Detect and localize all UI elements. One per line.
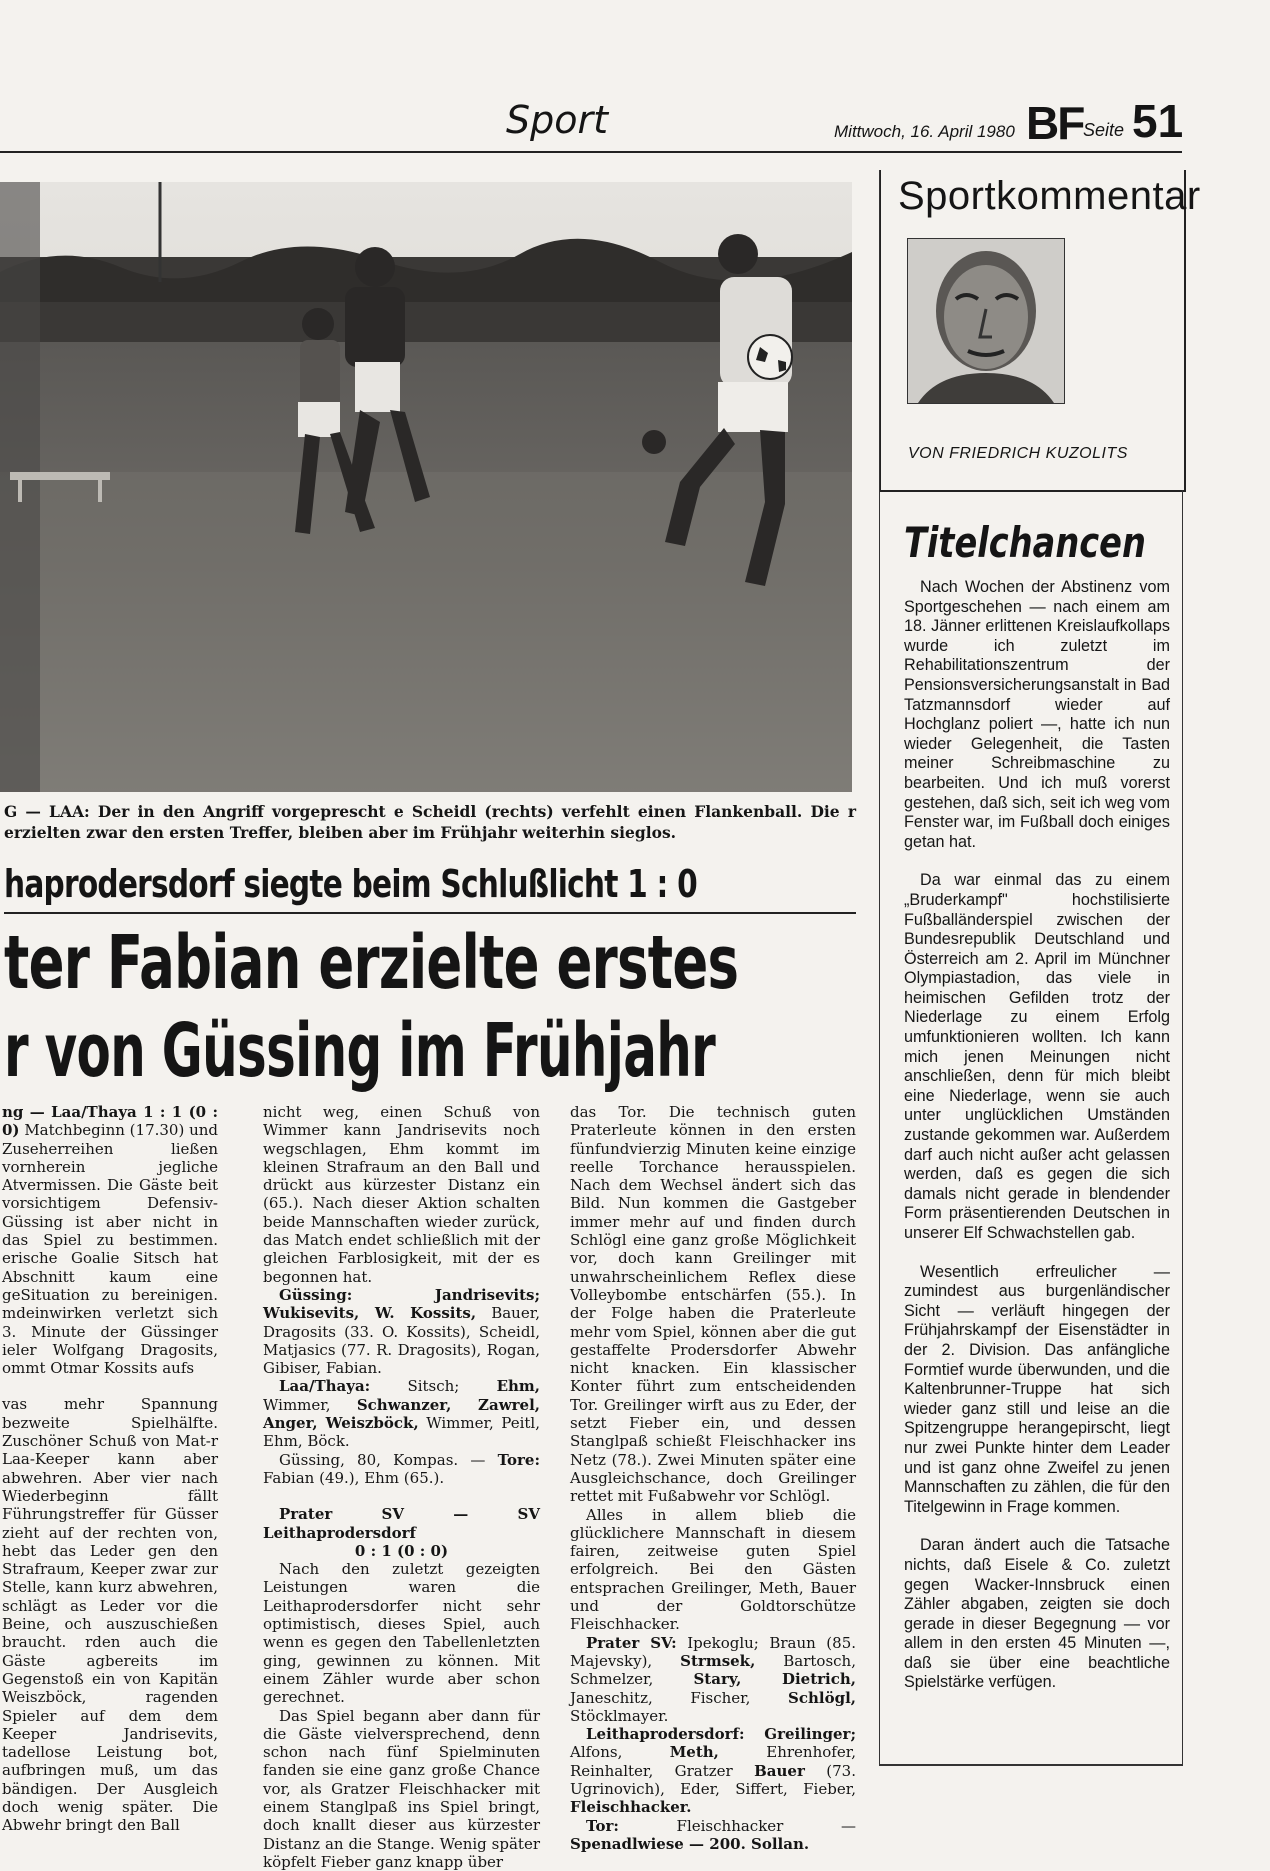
text: Ehrenhofer, Reinhalter, Gratzer	[570, 1743, 856, 1779]
paragraph: Nach den zuletzt gezeigten Leistungen waren die Leithaprodersdorfer nicht sehr optimistisch, dieses Spiel, auch wenn es gegen den Tabellenletzten ging, gewinnen zu können. Mit einem Zähler wurde aber schon gerechnet.	[263, 1560, 540, 1706]
bold-text: Schlögl,	[788, 1689, 856, 1707]
issue-date: Mittwoch, 16. April 1980	[834, 122, 1015, 142]
text: Güssing, 80, Kompas. —	[279, 1451, 498, 1469]
page-label: Seite	[1083, 120, 1124, 141]
text: Ipekoglu; Braun (85. Majevsky),	[570, 1634, 856, 1670]
lineup-prater	[570, 1634, 856, 1725]
author-byline: VON FRIEDRICH KUZOLITS	[908, 445, 1128, 463]
bold-text: Spenadlwiese — 200. Sollan.	[570, 1835, 809, 1853]
author-portrait	[907, 238, 1065, 404]
bold-text: Laa/Thaya:	[279, 1377, 370, 1395]
bold-text: Prater SV:	[586, 1634, 677, 1652]
bold-text: Schwanzer, Zawrel, Anger, Weiszböck,	[263, 1396, 540, 1432]
text: Fleischhacker —	[619, 1817, 856, 1835]
match-facts	[570, 1817, 856, 1854]
article-column-2	[263, 1103, 540, 1871]
headline-line-1: ter Fabian erzielte erstes	[4, 920, 738, 1006]
text: Fabian (49.), Ehm (65.).	[263, 1469, 444, 1487]
text: Bauer, Dragosits (33. O. Kossits), Scheidl, Matjasics (77. R. Dragosits), Rogan, Gibiser, Fabian.	[263, 1304, 540, 1377]
paragraph	[2, 1395, 218, 1834]
article-column-3	[570, 1103, 856, 1853]
bold-text: Ehm,	[497, 1377, 540, 1395]
paper-logo: BF	[1026, 96, 1083, 150]
sub-score: 0 : 1 (0 : 0)	[263, 1542, 540, 1560]
text: vas mehr Spannung bezweite Spielhälfte. Zuschöner Schuß von Mat-r Laa-Keeper kann aber abwehren. Aber vier nach Wiederbeginn fällt Führungstreffer für Güsser zieht auf der rechten von, hebt das Leder gen den Strafraum, Keeper zwar zur Stelle, kann kurz abwehren, schlägt as Leder vor die Beine, och auszuschießen braucht. rden auch die Gäste agbereits im Gegenstoß ein von Kapitän Weiszböck, ragenden Spieler auf dem dem Keeper Jandrisevits, tadellose Leistung bot, aufbringen muß, um das bändigen. Der Ausgleich doch wenig später. Die Abwehr bringt den Ball	[2, 1395, 218, 1834]
kicker-rule	[4, 912, 856, 914]
match-photo	[0, 182, 852, 792]
bold-text: Bauer	[754, 1762, 805, 1780]
match-result: ng — Laa/Thaya 1 : 1 (0 : 0)	[2, 1103, 218, 1139]
bold-text: Leithaprodersdorf: Greilinger;	[586, 1725, 856, 1743]
text: Wimmer, Peitl, Ehm, Böck.	[263, 1414, 540, 1450]
article-column-1	[2, 1103, 218, 1835]
text: Janeschitz, Fischer,	[570, 1689, 788, 1707]
page-number: 51	[1132, 94, 1183, 148]
section-title: Sport	[506, 98, 608, 142]
paragraph: nicht weg, einen Schuß von Wimmer kann Jandrisevits noch wegschlagen, Ehm kommt im kleinen Strafraum an den Ball und drückt aus kürzester Distanz ein (65.). Nach dieser Aktion schalten beide Mannschaften wieder zurück, das Match endet schließlich mit der gleichen Farblosigkeit, mit der es begonnen hat.	[263, 1103, 540, 1286]
paragraph: Daran ändert auch die Tatsache nichts, daß Eisele & Co. zuletzt gegen Wacker-Innsbruck einen Zähler abgaben, zeigten sie doch gerade in dieser Begegnung — vor allem in den ersten 45 Minuten —, daß sie über eine beachtliche Spielstärke verfügen.	[904, 1536, 1170, 1693]
photo-caption: G — LAA: Der in den Angriff vorgeprescht e Scheidl (rechts) verfehlt einen Flankenball. Die r erzielten zwar den ersten Treffer, bleiben aber im Frühjahr weiterhin sieglos.	[4, 801, 856, 843]
header-rule	[0, 151, 1182, 153]
paragraph	[2, 1103, 218, 1377]
lineup-leithaprodersdorf	[570, 1725, 856, 1816]
lineup-guessing	[263, 1286, 540, 1377]
text: Wimmer,	[263, 1396, 357, 1414]
text: Bartosch, Schmelzer,	[570, 1652, 856, 1688]
lineup-laa	[263, 1377, 540, 1450]
commentary-headline: Titelchancen	[904, 518, 1146, 567]
bold-text: Tor:	[586, 1817, 619, 1835]
text: Sitsch;	[370, 1377, 496, 1395]
bold-text: Fleischhacker.	[570, 1798, 692, 1816]
headline-line-2: r von Güssing im Frühjahr	[4, 1008, 715, 1094]
paragraph: Das Spiel begann aber dann für die Gäste vielversprechend, denn schon nach fünf Spielminuten fanden sie eine ganz große Chance vor, als Gratzer Fleischhacker mit einem Stanglpaß ins Spiel bringt, doch knallt dieser aus kürzester Distanz an die Stange. Wenig später köpfelt Fieber ganz knapp über	[263, 1707, 540, 1871]
article-kicker: haprodersdorf siegte beim Schlußlicht 1 : 0	[4, 862, 697, 906]
bold-text: Tore:	[498, 1451, 540, 1469]
paragraph: Nach Wochen der Abstinenz vom Sportgeschehen — nach einem am 18. Jänner erlittenen Kreislaufkollaps wurde ich zuletzt im Rehabilitationszentrum der Pensionsversicherungsanstalt in Bad Tatzmannsdorf wieder auf Hochglanz poliert —, hatte ich nun wieder Gelegenheit, die Tasten meiner Schreibmaschine zu bearbeiten. Und ich muß vorerst gestehen, daß sich, seit ich weg vom Fenster war, im Fußball doch einiges getan hat.	[904, 578, 1170, 852]
commentary-title: Sportkommentar	[898, 174, 1201, 219]
bold-text: Strmsek,	[680, 1652, 755, 1670]
text: Alfons,	[570, 1743, 670, 1761]
commentary-body	[904, 578, 1170, 1693]
sidebar-rule	[879, 170, 880, 1765]
sidebar-rule	[879, 1764, 1183, 1766]
match-facts	[263, 1451, 540, 1488]
sidebar-rule	[1182, 490, 1183, 1765]
paragraph: Wesentlich erfreulicher — zumindest aus burgenländischer Sicht — verläuft hingegen der Frühjahrskampf der Eisenstädter in der 2. Division. Das anfängliche Formtief wurde überwunden, und die Kaltenbrunner-Truppe hat sich wieder ganz still und leise an die Spitzengruppe herangepirscht, liegt nur zwei Punkte hinter dem Leader und ist ganz ohne Zweifel zu jenen Mannschaften zu zählen, die für den Titelgewinn in Frage kommen.	[904, 1263, 1170, 1518]
text: (73. Ugrinovich), Eder, Siffert, Fieber,	[570, 1762, 856, 1798]
bold-text: Meth,	[670, 1743, 719, 1761]
bold-text: Güssing: Jandrisevits; Wukisevits, W. Kossits,	[263, 1286, 540, 1322]
bold-text: Stary, Dietrich,	[693, 1670, 856, 1688]
paragraph: Alles in allem blieb die glücklichere Mannschaft in diesem fairen, zeitweise guten Spiel erfolgreich. Bei den Gästen entsprachen Greilinger, Meth, Bauer und der Goldtorschütze Fleischhacker.	[570, 1506, 856, 1634]
paragraph: Da war einmal das zu einem „Bruderkampf" hochstilisierte Fußballänderspiel zwischen der Bundesrepublik Deutschland und Österreich am 2. April im Münchner Olympiastadion, das viele in heimischen Gefilden trotz der Niederlage zu einem Erfolg umfunktionieren wollten. Ich kann mich jenen Meinungen nicht anschließen, denn für mich bleibt eine Niederlage, wenn sie auch unter unglücklichen Umständen zustande gekommen war. Außerdem darf auch nicht außer acht gelassen werden, daß es gegen die sich damals nicht gerade in blendender Form präsentierenden Deutschen in unserer Elf Schwachstellen gab.	[904, 871, 1170, 1243]
paragraph: das Tor. Die technisch guten Praterleute können in den ersten fünfundvierzig Minuten keine einzige reelle Torchance herausspielen. Nach dem Wechsel ändert sich das Bild. Nun kommen die Gastgeber immer mehr auf und finden durch Schlögl eine ganz große Möglichkeit vor, doch kann Greilinger mit unwahrscheinlichem Reflex diese Volleybombe entschärfen (55.). In der Folge haben die Praterleute mehr vom Spiel, können aber die gut gestaffelte Prodersdorfer Abwehr nicht knacken. Ein klassischer Konter führt zum entscheidenden Tor. Greilinger wirft aus zu Eder, der setzt Fieber ein, und dessen Stanglpaß schießt Fleischhacker ins Netz (78.). Zwei Minuten später eine Ausgleichschance, doch Greilinger rettet mit Fußabwehr vor Schlögl.	[570, 1103, 856, 1506]
sub-heading: Prater SV — SV Leithaprodersdorf	[263, 1505, 540, 1542]
text: Stöcklmayer.	[570, 1707, 668, 1725]
text: Matchbeginn (17.30) und Zuseherreihen ließen vornherein jegliche Atvermissen. Die Gäste beit vorsichtigem Defensiv-Güssing ist aber nicht in das Spiel zu bestimmen. erische Goalie Sitsch hat Abschnitt kaum eine geSituation zu bereinigen. mdeinwirken verletzt sich 3. Minute der Güssinger ieler Wolfgang Dragosits, ommt Otmar Kossits aufs	[2, 1121, 218, 1377]
